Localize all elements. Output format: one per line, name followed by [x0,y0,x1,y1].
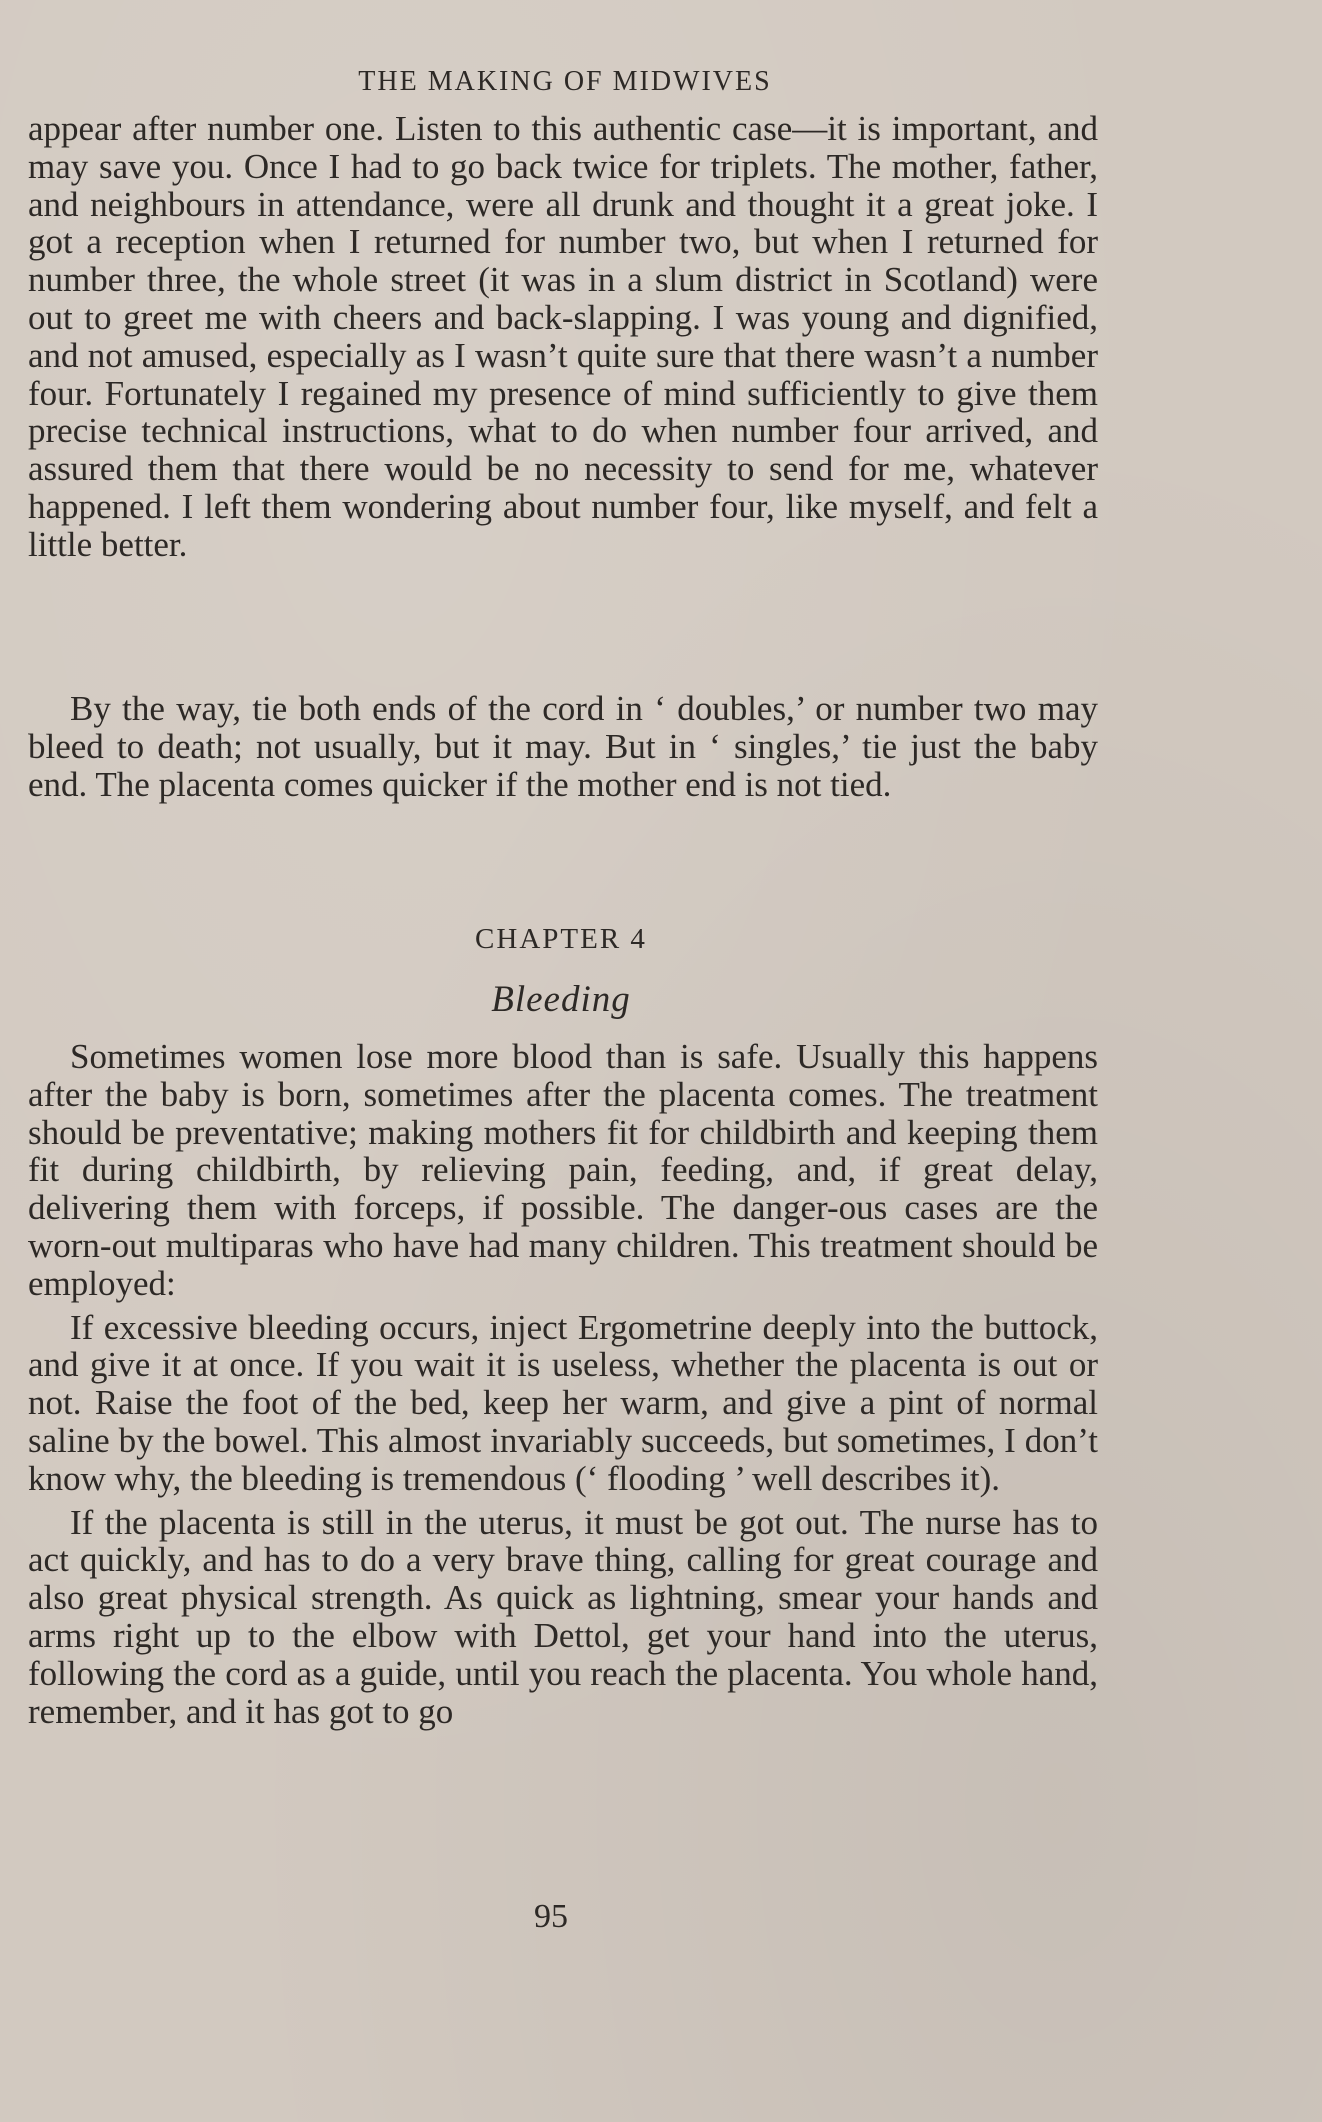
page-number: 95 [534,1898,568,1935]
paragraph: appear after number one. Listen to this authentic case—it is important, and may save you. Once I had to go back twice for triplets. The mother, father, and neighbours in attendance, were all drunk and thought it a great joke. I got a reception when I returned for number two, but when I returned for number three, the whole street (it was in a slum district in Scotland) were out to greet me with cheers and back-slapping. I was young and dignified, and not amused, especially as I wasn’t quite sure that there wasn’t a number four. Fortunately I regained my presence of mind sufficiently to give them precise technical instructions, what to do when number four arrived, and assured them that there would be no necessity to send for me, whatever happened. I left them wondering about number four, like myself, and felt a little better. [28,109,1098,564]
running-head: THE MAKING OF MIDWIVES [358,66,772,97]
chapter-label: CHAPTER 4 [475,923,647,955]
text-block-chapter [28,1038,1098,1730]
text-block-top [28,110,1098,564]
paragraph: Sometimes women lose more blood than is safe. Usually this happens after the baby is born, sometimes after the placenta comes. The treatment should be preventative; making mothers fit for childbirth and keeping them fit during childbirth, by relieving pain, feeding, and, if great delay, delivering them with forceps, if possible. The danger-ous cases are the worn-out multiparas who have had many children. This treatment should be employed: [28,1037,1098,1303]
paragraph: If excessive bleeding occurs, inject Ergometrine deeply into the buttock, and give it at once. If you wait it is useless, whether the placenta is out or not. Raise the foot of the bed, keep her warm, and give a pint of normal saline by the bowel. This almost invariably succeeds, but sometimes, I don’t know why, the bleeding is tremendous (‘ flooding ’ well describes it). [28,1307,1098,1498]
paragraph: By the way, tie both ends of the cord in ‘ doubles,’ or number two may bleed to death; not usually, but it may. But in ‘ singles,’ tie just the baby end. The placenta comes quicker if the mother end is not tied. [28,689,1098,804]
chapter-title: Bleeding [491,979,631,1020]
paragraph: If the placenta is still in the uterus, it must be got out. The nurse has to act quickly, and has to do a very brave thing, calling for great courage and also great physical strength. As quick as lightning, smear your hands and arms right up to the elbow with Dettol, get your hand into the uterus, following the cord as a guide, until you reach the placenta. You whole hand, remember, and it has got to go [28,1502,1098,1731]
text-block-cord [28,690,1098,803]
